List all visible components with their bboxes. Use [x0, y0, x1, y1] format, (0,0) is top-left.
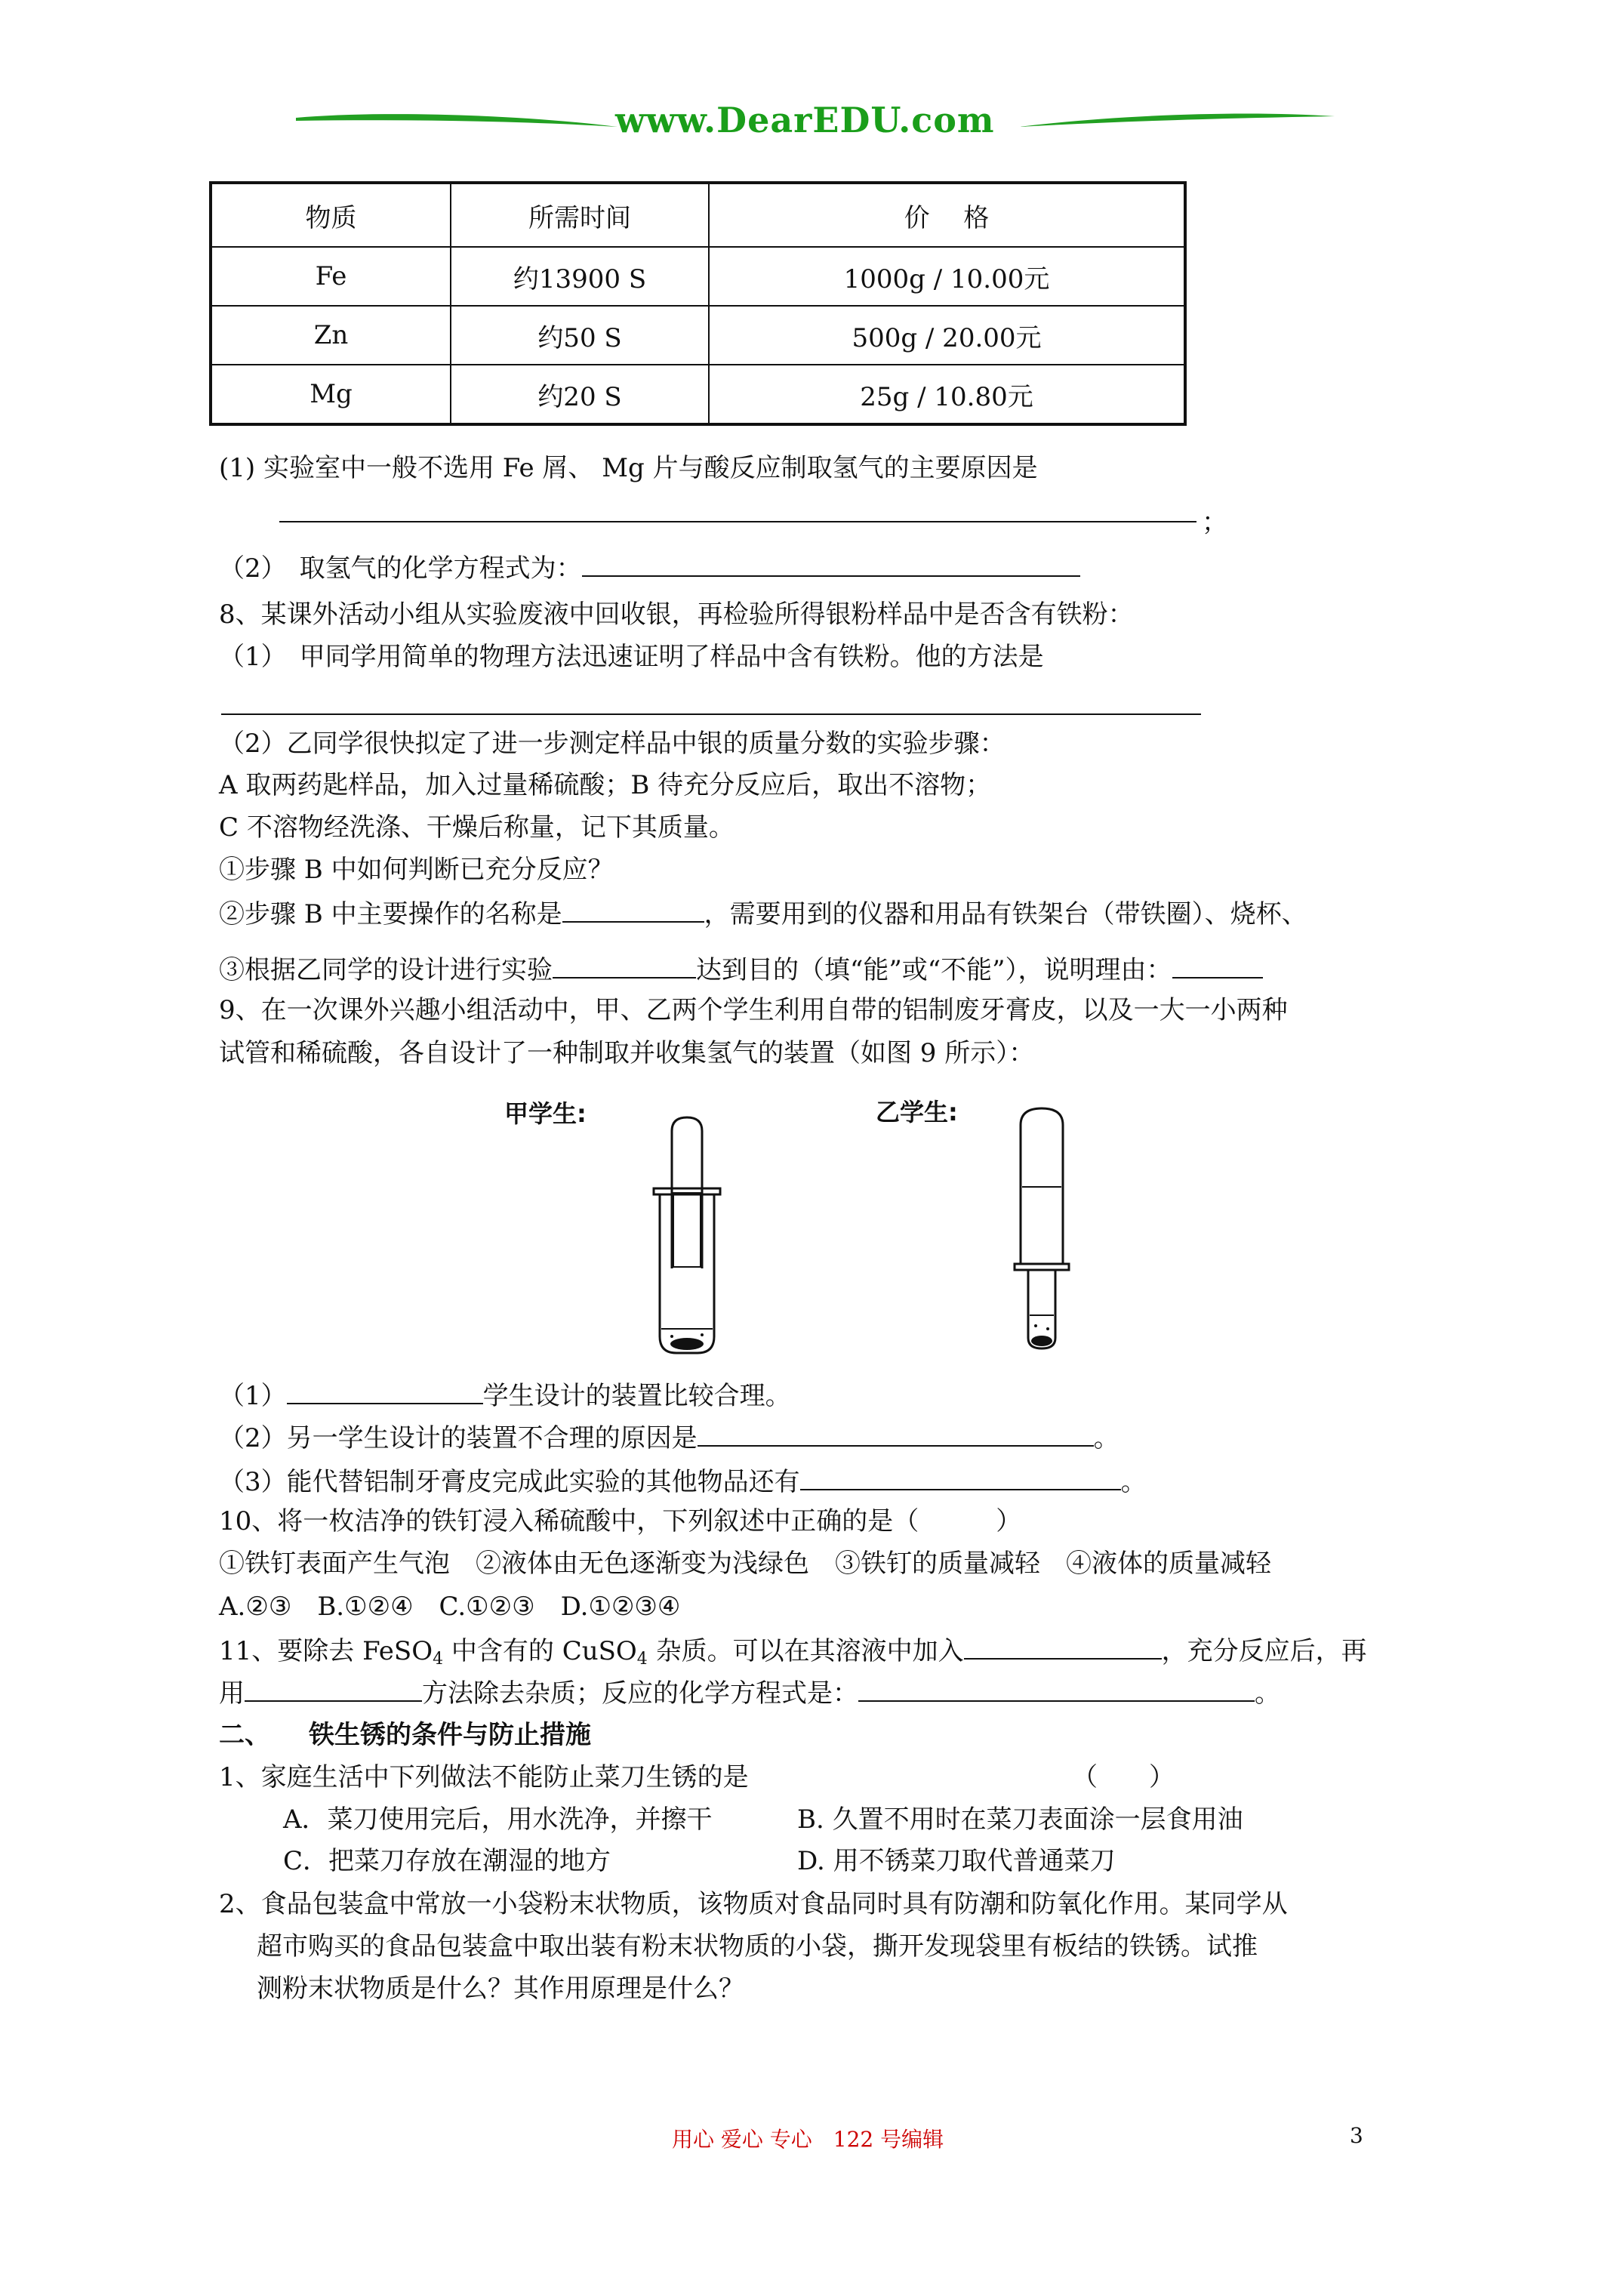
s2-q2-line2: 超市购买的食品包装盒中取出装有粉末状物质的小袋，撕开发现袋里有板结的铁锈。试推 [257, 1931, 1258, 1962]
s2-option-c: C．把菜刀存放在潮湿的地方 [283, 1846, 611, 1876]
q10-stem: 10、将一枚洁净的铁钉浸入稀硫酸中，下列叙述中正确的是（ ） [219, 1506, 1022, 1536]
q9-intro-2: 试管和稀硫酸，各自设计了一种制取并收集氢气的装置（如图 9 所示）： [219, 1038, 1035, 1068]
section-title: 二、 铁生锈的条件与防止措施 [219, 1720, 591, 1750]
header-banner [294, 97, 1336, 142]
table-header-cell: 物质 [211, 183, 451, 247]
q8-part1: （1） 甲同学用简单的物理方法迅速证明了样品中含有铁粉。他的方法是 [219, 642, 1044, 672]
q7-part2 [219, 551, 1080, 584]
table-row [211, 247, 1185, 306]
test-tube-apparatus-a-icon [634, 1110, 740, 1359]
answer-blank[interactable] [221, 713, 1201, 715]
answer-blank[interactable] [582, 551, 1080, 577]
answer-blank[interactable] [1172, 953, 1263, 978]
q9-part1-prefix: （1） [219, 1381, 287, 1411]
q11-text-c: 杂质。可以在其溶液中加入 [647, 1636, 964, 1666]
q9-part2-end: 。 [1093, 1423, 1119, 1453]
q9-part2 [219, 1421, 1119, 1453]
q11-text-a: 11、要除去 FeSO [219, 1636, 433, 1666]
s2-q2-line1: 2、食品包装盒中常放一小袋粉末状物质，该物质对食品同时具有防潮和防氧化作用。某同学从 [219, 1889, 1288, 1919]
answer-blank[interactable] [279, 521, 1196, 522]
subscript: 4 [636, 1650, 648, 1669]
q8-step-ab: A 取两药匙样品，加入过量稀硫酸；B 待充分反应后，取出不溶物； [219, 770, 992, 800]
answer-blank[interactable] [553, 953, 696, 978]
s2-q2-line3: 测粉末状物质是什么？其作用原理是什么？ [257, 1974, 744, 2004]
table-header-cell: 价 格 [709, 183, 1185, 247]
answer-blank[interactable] [562, 897, 704, 923]
q11-text-g: 。 [1255, 1678, 1280, 1709]
q11-line2 [219, 1676, 1280, 1709]
page-number: 3 [1350, 2123, 1363, 2148]
q9-part3-text: （3）能代替铝制牙膏皮完成此实验的其他物品还有 [219, 1467, 800, 1497]
green-swoosh-left-icon [294, 104, 619, 134]
answer-blank[interactable] [287, 1379, 483, 1404]
s2-option-b: B. 久置不用时在菜刀表面涂一层食用油 [797, 1804, 1243, 1835]
table-header-row [211, 183, 1185, 247]
q8-intro: 8、某课外活动小组从实验废液中回收银，再检验所得银粉样品中是否含有铁粉： [219, 599, 1134, 630]
q8-sub3 [219, 953, 1263, 985]
test-tube-apparatus-b-icon [1004, 1102, 1095, 1359]
table-header-cell: 所需时间 [451, 183, 709, 247]
table-cell: Zn [211, 306, 451, 365]
q9-intro-1: 9、在一次课外兴趣小组活动中，甲、乙两个学生利用自带的铝制废牙膏皮，以及一大一小两种 [219, 995, 1288, 1025]
q8-sub3-text-b: 达到目的（填“能”或“不能”），说明理由： [696, 955, 1172, 985]
q10-options: A.②③ B.①②④ C.①②③ D.①②③④ [219, 1592, 681, 1622]
q7-part1-end: ； [1202, 507, 1227, 538]
answer-blank[interactable] [964, 1634, 1162, 1660]
answer-blank[interactable] [698, 1421, 1094, 1447]
q8-sub2-text-b: ，需要用到的仪器和用品有铁架台（带铁圈）、烧杯、 [704, 899, 1307, 929]
q11-text-f: 方法除去杂质；反应的化学方程式是： [422, 1678, 858, 1709]
table-cell: Mg [211, 365, 451, 424]
q8-sub2 [219, 897, 1307, 929]
q8-sub1: ①步骤 B 中如何判断已充分反应？ [219, 855, 614, 885]
table-cell: 25g / 10.80元 [709, 365, 1185, 424]
q8-sub3-text: ③根据乙同学的设计进行实验 [219, 955, 553, 985]
q10-statements: ①铁钉表面产生气泡 ②液体由无色逐渐变为浅绿色 ③铁钉的质量减轻 ④液体的质量减轻 [219, 1549, 1271, 1579]
answer-blank[interactable] [245, 1676, 422, 1702]
q9-part3 [219, 1465, 1147, 1497]
figure-label-b: 乙学生: [876, 1098, 958, 1126]
answer-blank[interactable] [800, 1465, 1121, 1490]
s2-option-a: A．菜刀使用完后，用水洗净，并擦干 [283, 1804, 713, 1835]
q7-part2-text: （2） 取氢气的化学方程式为： [219, 553, 582, 584]
q8-part2: （2）乙同学很快拟定了进一步测定样品中银的质量分数的实验步骤： [219, 729, 1006, 759]
table-cell: 约20 S [451, 365, 709, 424]
s2-option-d: D. 用不锈菜刀取代普通菜刀 [797, 1846, 1116, 1876]
q11-text-d: ，充分反应后，再 [1161, 1636, 1367, 1666]
q9-part1 [219, 1379, 791, 1411]
table-cell: 1000g / 10.00元 [709, 247, 1185, 306]
table-cell: 约13900 S [451, 247, 709, 306]
q9-part2-text: （2）另一学生设计的装置不合理的原因是 [219, 1423, 698, 1453]
q11-line1 [219, 1634, 1367, 1675]
s2-q1-paren: （ ） [1072, 1762, 1175, 1792]
figure-label-a: 甲学生: [504, 1099, 587, 1128]
subscript: 4 [433, 1650, 444, 1669]
table-cell: 约50 S [451, 306, 709, 365]
q9-part1-text: 学生设计的装置比较合理。 [482, 1381, 791, 1411]
q7-part1: (1) 实验室中一般不选用 Fe 屑、 Mg 片与酸反应制取氢气的主要原因是 [219, 453, 1038, 483]
reaction-table [209, 181, 1187, 426]
q8-sub2-text: ②步骤 B 中主要操作的名称是 [219, 899, 562, 929]
table-cell: 500g / 20.00元 [709, 306, 1185, 365]
table-cell: Fe [211, 247, 451, 306]
green-swoosh-right-icon [1019, 104, 1336, 134]
s2-q1: 1、家庭生活中下列做法不能防止菜刀生锈的是 [219, 1762, 749, 1792]
footer-text: 用心 爱心 专心 122 号编辑 [672, 2127, 944, 2152]
q9-part3-end: 。 [1120, 1467, 1147, 1497]
q11-text-e: 用 [219, 1678, 245, 1709]
logo-text[interactable]: www.DearEDU.com [615, 100, 995, 140]
table-row [211, 365, 1185, 424]
q8-step-c: C 不溶物经洗涤、干燥后称量，记下其质量。 [219, 812, 735, 843]
answer-blank[interactable] [858, 1676, 1255, 1702]
q11-text-b: 中含有的 CuSO [443, 1636, 637, 1666]
table-row [211, 306, 1185, 365]
